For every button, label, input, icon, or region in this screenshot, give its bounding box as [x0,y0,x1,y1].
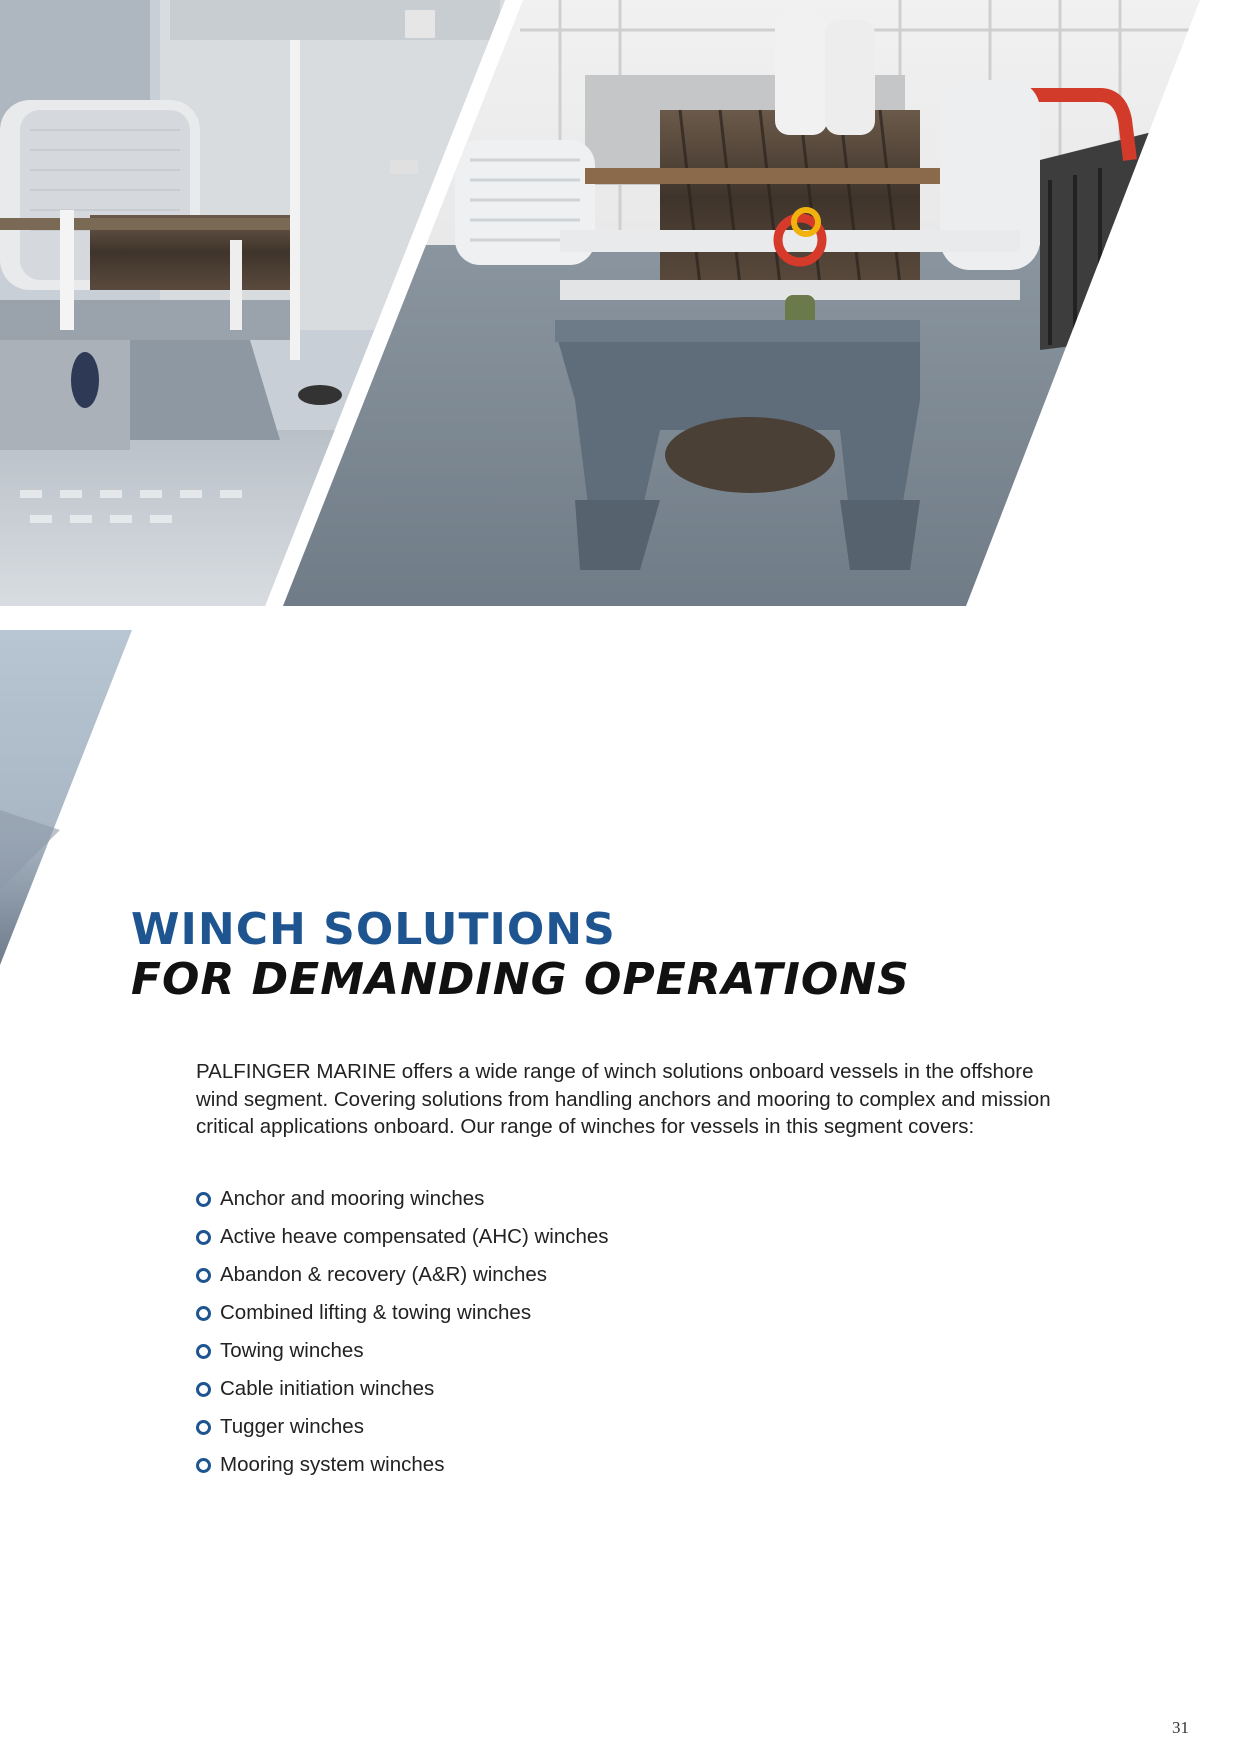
list-item [196,1294,609,1332]
ring-bullet-icon [196,1382,211,1397]
page-headline [131,905,910,1005]
list-item [196,1446,609,1484]
list-item [196,1256,609,1294]
headline-line-2: FOR DEMANDING OPERATIONS [131,954,910,1005]
list-item-label: Mooring system winches [220,1453,445,1476]
ring-bullet-icon [196,1230,211,1245]
list-item-label: Cable initiation winches [220,1377,435,1400]
list-item [196,1332,609,1370]
ring-bullet-icon [196,1268,211,1283]
header-photo-collage [0,0,1240,610]
list-item [196,1408,609,1446]
ring-bullet-icon [196,1344,211,1359]
ring-bullet-icon [196,1458,211,1473]
list-item-label: Towing winches [220,1339,364,1362]
headline-line-1: WINCH SOLUTIONS [131,904,616,955]
sky-photo-sliver [0,630,140,970]
list-item-label: Tugger winches [220,1415,364,1438]
ring-bullet-icon [196,1192,211,1207]
winch-types-list [196,1180,609,1484]
list-item-label: Anchor and mooring winches [220,1187,485,1210]
page-number: 31 [1172,1718,1189,1737]
list-item [196,1218,609,1256]
list-item [196,1370,609,1408]
ring-bullet-icon [196,1420,211,1435]
list-item-label: Combined lifting & towing winches [220,1301,532,1324]
intro-paragraph: PALFINGER MARINE offers a wide range of winch solutions onboard vessels in the offshore wind segment. Covering solutions from handling anchors and mooring to complex and mission critical applications onboard. Our range of winches for vessels in this segment covers: [196,1060,1051,1138]
list-item-label: Abandon & recovery (A&R) winches [220,1263,548,1286]
ring-bullet-icon [196,1306,211,1321]
list-item-label: Active heave compensated (AHC) winches [220,1225,609,1248]
list-item [196,1180,609,1218]
